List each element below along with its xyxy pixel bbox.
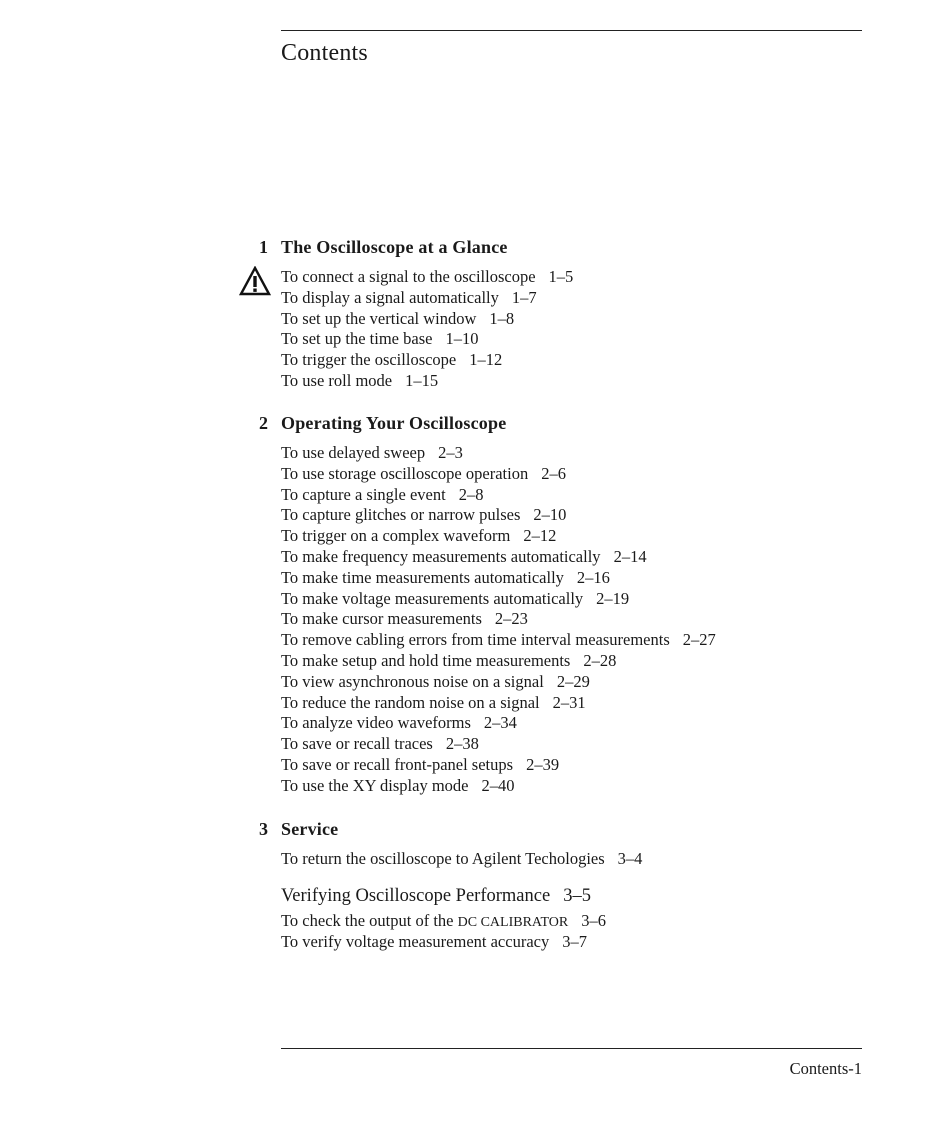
toc-entry[interactable]	[281, 547, 934, 568]
toc-entry-text: To capture glitches or narrow pulses	[281, 505, 521, 525]
toc-entry[interactable]	[281, 589, 934, 610]
toc-entry[interactable]	[281, 776, 934, 797]
page-title: Contents	[281, 40, 368, 66]
toc-entry-text: To set up the time base	[281, 329, 433, 349]
toc-page-number: 3–4	[617, 849, 643, 868]
page-footer-label: Contents-1	[789, 1059, 862, 1078]
toc-page-number: 3–7	[562, 931, 587, 951]
toc-entry-text: To connect a signal to the oscilloscope	[281, 267, 536, 286]
toc-entry-text: To use delayed sweep	[281, 443, 426, 462]
toc-entry[interactable]	[281, 630, 934, 651]
toc-page-number: 2–40	[481, 775, 515, 795]
toc-entry-text: To set up the vertical window	[281, 308, 477, 328]
toc-page-number: 3–5	[563, 885, 591, 906]
toc-entry-text: To display a signal automatically	[281, 287, 499, 307]
toc-entry-text: To return the oscilloscope to Agilent Techologies	[281, 849, 605, 868]
toc-page-number: 1–12	[469, 350, 503, 370]
toc-entry[interactable]	[281, 267, 934, 288]
toc-entry-text: To analyze video waveforms	[281, 713, 471, 733]
toc-page-number: 1–8	[489, 308, 515, 328]
chapter-number: 2	[259, 413, 268, 433]
toc-entry-list	[0, 443, 934, 797]
toc-entry-caps-text: DC CALIBRATOR	[457, 914, 569, 930]
toc-entry-text: To reduce the random noise on a signal	[281, 692, 540, 712]
toc-page-number: 2–38	[445, 734, 479, 754]
toc-entry-text: To make frequency measurements automatically	[281, 546, 601, 566]
toc-entry-text: To make setup and hold time measurements	[281, 650, 571, 670]
subsection-title: Verifying Oscilloscope Performance	[281, 885, 551, 906]
toc-entry-text: To use storage oscilloscope operation	[281, 463, 529, 483]
toc-subsection-heading[interactable]	[281, 884, 934, 908]
chapter-number: 1	[259, 237, 268, 257]
chapter-title: Service	[281, 819, 339, 839]
toc-entry-text: To make time measurements automatically	[281, 567, 564, 587]
toc-entry-list	[0, 267, 934, 392]
toc-entry[interactable]	[281, 849, 934, 870]
toc-page-number: 2–16	[576, 567, 610, 587]
toc-entry[interactable]	[281, 526, 934, 547]
toc-entry-text: To make voltage measurements automatically	[281, 588, 584, 608]
chapter-heading	[0, 237, 934, 261]
toc-entry[interactable]	[281, 288, 934, 309]
toc-entry-text: To use the XY display mode	[281, 775, 469, 795]
toc-page-number: 2–14	[613, 546, 647, 566]
toc-entry[interactable]	[281, 651, 934, 672]
toc-entry[interactable]	[281, 464, 934, 485]
toc-entry[interactable]	[281, 932, 934, 953]
toc-entry[interactable]	[281, 755, 934, 776]
toc-page-number: 2–8	[458, 484, 484, 504]
toc-page-number: 2–12	[523, 526, 557, 546]
toc-entry[interactable]	[281, 350, 934, 371]
toc-entry[interactable]	[281, 911, 934, 932]
toc-entry[interactable]	[281, 713, 934, 734]
chapter-heading	[0, 413, 934, 437]
toc-entry-text: To make cursor measurements	[281, 609, 482, 629]
toc-entry-text: To remove cabling errors from time interval measurements	[281, 630, 670, 650]
toc-entry-text: To save or recall traces	[281, 734, 433, 754]
toc-page-number: 2–6	[541, 463, 566, 483]
toc-page-number: 2–34	[483, 713, 517, 733]
toc-entry-text: To verify voltage measurement accuracy	[281, 931, 550, 951]
toc-entry[interactable]	[281, 309, 934, 330]
toc-page-number: 3–6	[581, 910, 606, 930]
top-rule	[281, 30, 862, 31]
toc-entry[interactable]	[281, 505, 934, 526]
toc-page-number: 2–28	[583, 650, 617, 670]
bottom-rule	[281, 1048, 862, 1049]
toc-page-number: 2–39	[526, 754, 560, 774]
toc-entry[interactable]	[281, 371, 934, 392]
toc-entry-text: To save or recall front-panel setups	[281, 754, 514, 774]
toc-page-number: 1–15	[405, 370, 439, 390]
chapter-heading	[0, 819, 934, 843]
toc-entry-list	[0, 911, 934, 953]
chapter-title: The Oscilloscope at a Glance	[281, 237, 508, 257]
toc-page-number: 1–5	[548, 267, 574, 286]
chapter-2	[0, 413, 934, 797]
toc-entry-text: To trigger the oscilloscope	[281, 350, 457, 370]
toc-entry-text: To capture a single event	[281, 484, 446, 504]
chapter-title: Operating Your Oscilloscope	[281, 413, 507, 433]
toc-page-number: 2–19	[596, 588, 630, 608]
toc-entry[interactable]	[281, 443, 934, 464]
toc-entry[interactable]	[281, 329, 934, 350]
toc-entry-list	[0, 849, 934, 870]
toc-page-number: 2–27	[682, 630, 716, 650]
chapter-3	[0, 819, 934, 952]
chapter-number: 3	[259, 819, 268, 839]
toc-entry-text: To trigger on a complex waveform	[281, 526, 511, 546]
toc-entry[interactable]	[281, 734, 934, 755]
toc-page-number: 2–3	[438, 443, 463, 462]
toc-page-number: 1–10	[445, 329, 479, 349]
toc-page-number: 1–7	[511, 287, 537, 307]
toc-page-number: 2–31	[552, 692, 586, 712]
toc-entry[interactable]	[281, 672, 934, 693]
toc-entry[interactable]	[281, 568, 934, 589]
toc-entry[interactable]	[281, 693, 934, 714]
toc-entry[interactable]	[281, 485, 934, 506]
toc-entry[interactable]	[281, 609, 934, 630]
toc-page-number: 2–10	[533, 505, 567, 525]
toc-page-number: 2–29	[556, 671, 590, 691]
toc-page-number: 2–23	[494, 609, 528, 629]
chapter-1	[0, 237, 934, 392]
toc-entry-text: To use roll mode	[281, 370, 393, 390]
toc-entry-text: To view asynchronous noise on a signal	[281, 671, 544, 691]
warning-triangle-icon	[239, 266, 271, 296]
toc-entry-text: To check the output of the	[281, 910, 454, 930]
